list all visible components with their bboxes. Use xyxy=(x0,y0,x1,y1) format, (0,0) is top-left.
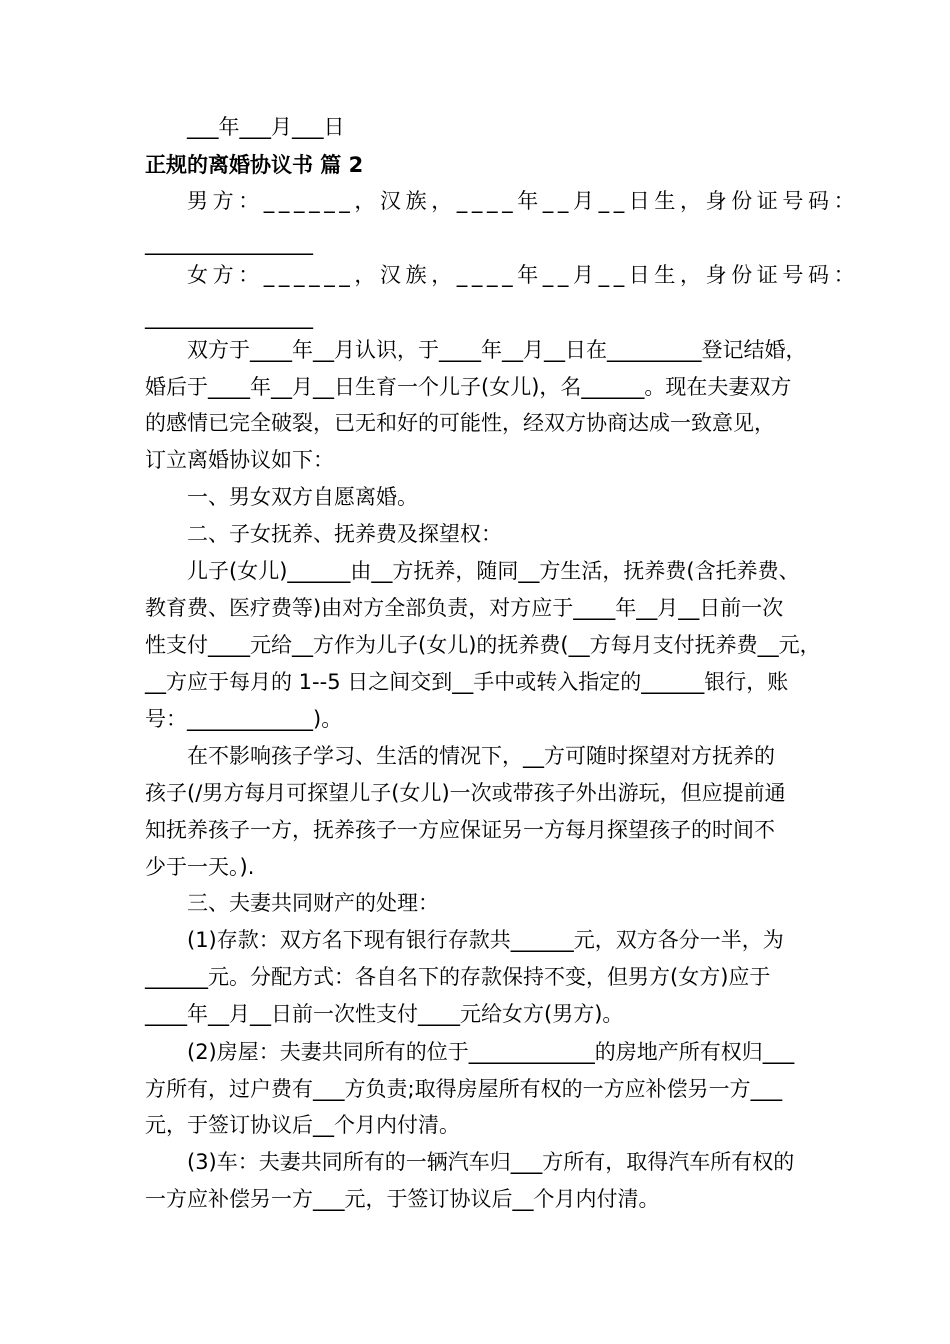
child-support-line: 号：____________)。 xyxy=(145,707,343,731)
visitation-line: 孩子(/男方每月可探望儿子(女儿)一次或带孩子外出游玩，但应提前通 xyxy=(145,781,786,805)
house-line: 方所有，过户费有___方负责;取得房屋所有权的一方应补偿另一方___ xyxy=(145,1077,783,1101)
intro-line: 的感情已完全破裂，已无和好的可能性，经双方协商达成一致意见， xyxy=(145,411,775,435)
female-party-line: 女方：______，汉族，____年__月__日生，身份证号码： xyxy=(187,263,860,287)
child-support-line: __方应于每月的 1--5 日之间交到__手中或转入指定的______银行，账 xyxy=(145,670,789,694)
house-line: (2)房屋：夫妻共同所有的位于____________的房地产所有权归___ xyxy=(187,1040,795,1064)
car-line: (3)车：夫妻共同所有的一辆汽车归___方所有，取得汽车所有权的 xyxy=(187,1150,795,1174)
male-party-line: 男方：______，汉族，____年__月__日生，身份证号码： xyxy=(187,189,860,213)
car-line: 一方应补偿另一方___元，于签订协议后__个月内付清。 xyxy=(145,1187,660,1211)
deposits-line: ____年__月__日前一次性支付____元给女方(男方)。 xyxy=(145,1002,624,1026)
visitation-line: 知抚养孩子一方，抚养孩子一方应保证另一方每月探望孩子的时间不 xyxy=(145,818,775,842)
deposits-line: (1)存款：双方名下现有银行存款共______元，双方各分一半，为 xyxy=(187,928,784,952)
visitation-line: 少于一天。). xyxy=(145,855,255,879)
section-title: 正规的离婚协议书 篇 2 xyxy=(145,153,364,177)
clause-2-title: 二、子女抚养、抚养费及探望权： xyxy=(187,522,502,546)
house-line: 元，于签订协议后__个月内付清。 xyxy=(145,1113,460,1137)
male-id-blank: ________________ xyxy=(145,231,313,255)
intro-line: 婚后于____年__月__日生育一个儿子(女儿)，名______。现在夫妻双方 xyxy=(145,375,792,399)
visitation-line: 在不影响孩子学习、生活的情况下，__方可随时探望对方抚养的 xyxy=(187,744,775,768)
intro-line: 双方于____年__月认识，于____年__月__日在_________登记结婚， xyxy=(187,338,807,362)
female-id-blank: ________________ xyxy=(145,305,313,329)
intro-line: 订立离婚协议如下： xyxy=(145,448,334,472)
clause-1: 一、男女双方自愿离婚。 xyxy=(187,485,418,509)
child-support-line: 教育费、医疗费等)由对方全部负责，对方应于____年__月__日前一次 xyxy=(145,596,784,620)
child-support-line: 儿子(女儿)______由__方抚养，随同__方生活，抚养费(含托养费、 xyxy=(187,559,800,583)
date-line: ___年___月___日 xyxy=(187,115,345,139)
child-support-line: 性支付____元给__方作为儿子(女儿)的抚养费(__方每月支付抚养费__元， xyxy=(145,633,821,657)
clause-3-title: 三、夫妻共同财产的处理： xyxy=(187,891,439,915)
deposits-line: ______元。分配方式：各自名下的存款保持不变，但男方(女方)应于 xyxy=(145,965,771,989)
